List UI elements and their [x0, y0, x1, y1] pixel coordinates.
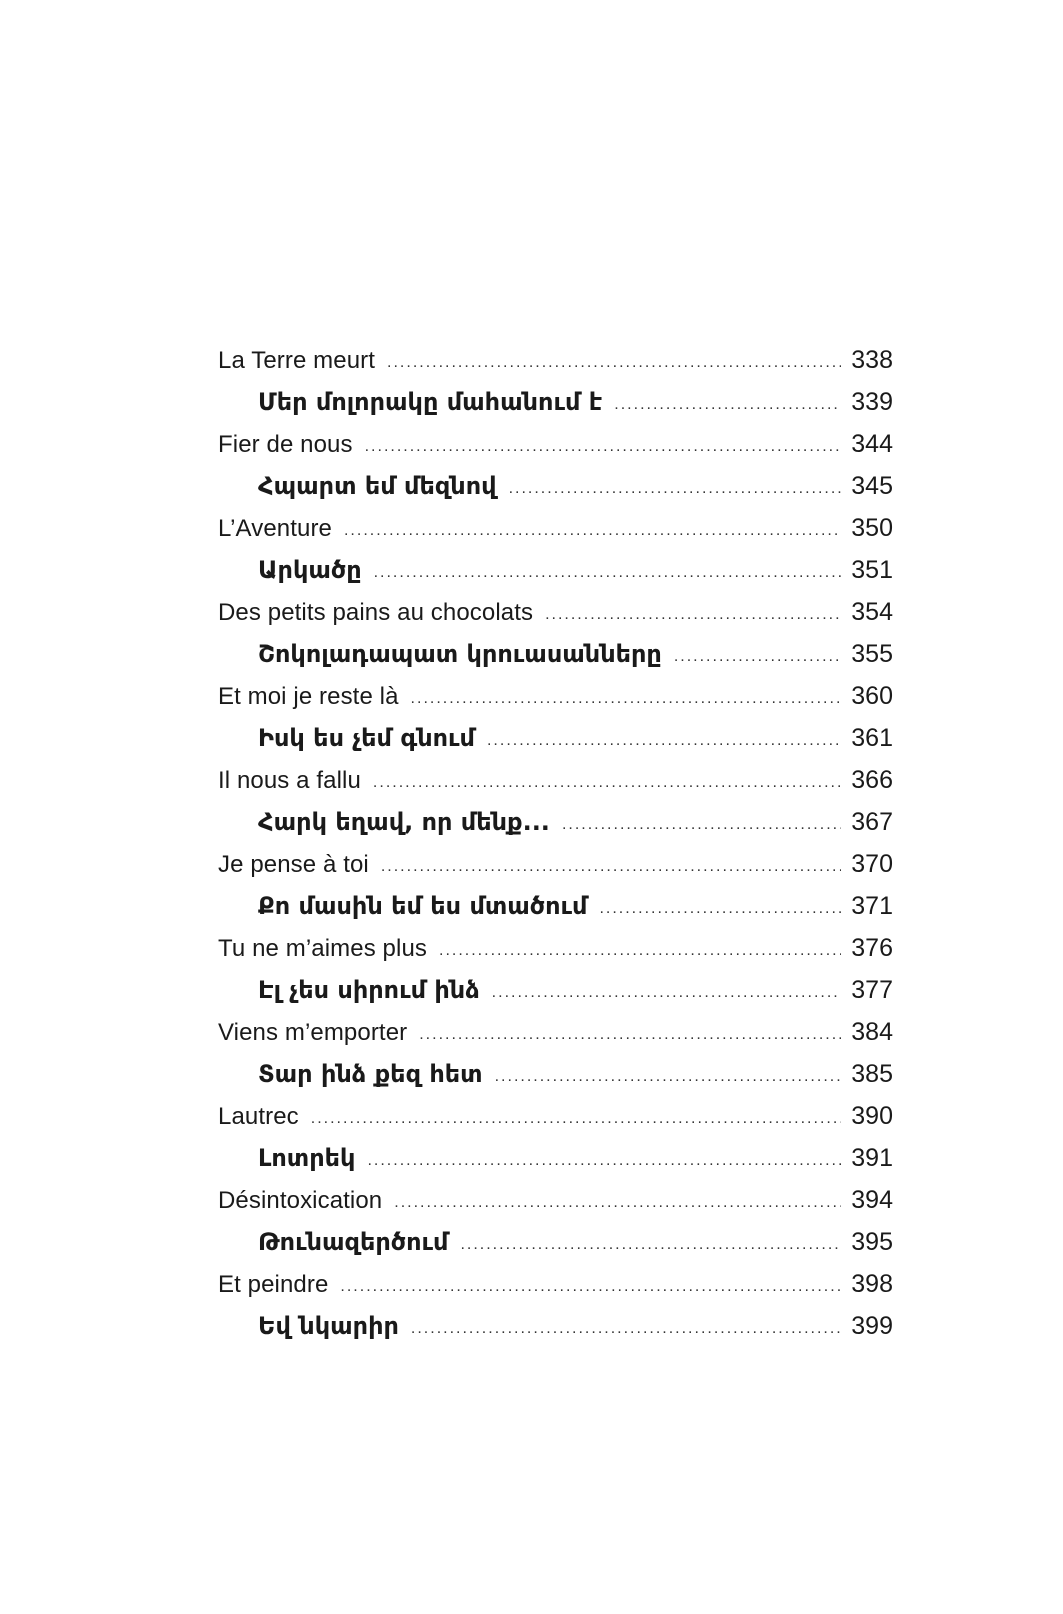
toc-entry: [218, 969, 893, 1011]
toc-entry-page: 344: [851, 430, 893, 458]
dot-leader: [340, 1266, 841, 1308]
toc-entry-title: Մեր մոլորակը մահանում է: [258, 388, 603, 416]
toc-entry-page: 338: [851, 346, 893, 374]
toc-entry-page: 370: [851, 850, 893, 878]
toc-entry: [218, 549, 893, 591]
dot-leader: [311, 1098, 841, 1140]
toc-entry-title: Հարկ եղավ, որ մենք...: [258, 808, 550, 836]
toc-entry-title: Et peindre: [218, 1271, 329, 1298]
toc-entry: [218, 927, 893, 969]
toc-entry: [218, 1179, 893, 1221]
toc-entry: [218, 591, 893, 633]
dot-leader: [614, 384, 841, 426]
toc-entry: [218, 1137, 893, 1179]
toc-entry-page: 361: [851, 724, 893, 752]
toc-entry-page: 354: [851, 598, 893, 626]
toc-entry-title: Տար ինձ քեզ հետ: [258, 1060, 483, 1088]
toc-entry-page: 390: [851, 1102, 893, 1130]
toc-entry-page: 360: [851, 682, 893, 710]
toc-entry-title: Lautrec: [218, 1103, 299, 1130]
toc-entry-title: Il nous a fallu: [218, 767, 361, 794]
toc-entry-page: 371: [851, 892, 893, 920]
toc-entry-page: 399: [851, 1312, 893, 1340]
toc-entry-page: 345: [851, 472, 893, 500]
toc-entry: [218, 1305, 893, 1347]
toc-entry-page: 385: [851, 1060, 893, 1088]
toc-entry-title: Լոտրեկ: [258, 1144, 356, 1172]
toc-entry-page: 395: [851, 1228, 893, 1256]
toc-entry-title: Et moi je reste là: [218, 683, 399, 710]
dot-leader: [419, 1014, 841, 1056]
dot-leader: [460, 1224, 841, 1266]
toc-entry-title: Tu ne m’aimes plus: [218, 935, 427, 962]
toc-entry-page: 377: [851, 976, 893, 1004]
toc-entry-title: Արկածը: [258, 556, 362, 584]
toc-entry: [218, 885, 893, 927]
toc-entry-page: 366: [851, 766, 893, 794]
dot-leader: [373, 762, 841, 804]
toc-entry-page: 394: [851, 1186, 893, 1214]
dot-leader: [674, 636, 841, 678]
toc-entry-page: 398: [851, 1270, 893, 1298]
toc-entry-title: Fier de nous: [218, 431, 353, 458]
toc-entry: [218, 507, 893, 549]
toc-entry-page: 376: [851, 934, 893, 962]
toc-entry-page: 339: [851, 388, 893, 416]
dot-leader: [509, 468, 841, 510]
toc-entry-title: La Terre meurt: [218, 347, 376, 374]
toc-entry-title: Թունազերծում: [258, 1228, 449, 1256]
dot-leader: [381, 846, 841, 888]
dot-leader: [439, 930, 841, 972]
toc-entry: [218, 1263, 893, 1305]
dot-leader: [545, 594, 841, 636]
toc-entry: [218, 633, 893, 675]
toc-entry-page: 351: [851, 556, 893, 584]
toc-entry-page: 355: [851, 640, 893, 668]
toc-entry: [218, 1221, 893, 1263]
dot-leader: [411, 1308, 841, 1350]
dot-leader: [387, 342, 841, 384]
toc-entry-title: Des petits pains au chocolats: [218, 599, 534, 626]
dot-leader: [492, 972, 841, 1014]
toc-entry: [218, 423, 893, 465]
toc-entry-page: 350: [851, 514, 893, 542]
toc-entry-title: Էլ չես սիրում ինձ: [258, 976, 480, 1004]
toc-entry: [218, 675, 893, 717]
dot-leader: [599, 888, 841, 930]
toc-entry-title: Je pense à toi: [218, 851, 369, 878]
toc-entry: [218, 1011, 893, 1053]
toc-entry-title: Իսկ ես չեմ գնում: [258, 724, 475, 752]
dot-leader: [487, 720, 841, 762]
toc-entry-title: Հպարտ եմ մեզնով: [258, 472, 497, 500]
toc-entry-title: L’Aventure: [218, 515, 332, 542]
toc-entry: [218, 759, 893, 801]
dot-leader: [374, 552, 841, 594]
toc-entry: [218, 801, 893, 843]
toc-entry-page: 391: [851, 1144, 893, 1172]
table-of-contents: [218, 339, 893, 1347]
toc-entry: [218, 465, 893, 507]
toc-entry: [218, 843, 893, 885]
toc-entry-page: 367: [851, 808, 893, 836]
dot-leader: [365, 426, 841, 468]
dot-leader: [411, 678, 841, 720]
toc-entry: [218, 1095, 893, 1137]
toc-entry-title: Շոկոլադապատ կրուասանները: [258, 640, 662, 668]
toc-entry-title: Désintoxication: [218, 1187, 383, 1214]
toc-entry: [218, 381, 893, 423]
toc-entry-title: Եվ նկարիր: [258, 1312, 399, 1340]
dot-leader: [367, 1140, 841, 1182]
dot-leader: [495, 1056, 841, 1098]
toc-entry: [218, 717, 893, 759]
dot-leader: [344, 510, 841, 552]
toc-entry-title: Viens m’emporter: [218, 1019, 408, 1046]
toc-entry-title: Քո մասին եմ ես մտածում: [258, 892, 588, 920]
toc-entry: [218, 339, 893, 381]
toc-entry-page: 384: [851, 1018, 893, 1046]
toc-entry: [218, 1053, 893, 1095]
dot-leader: [394, 1182, 841, 1224]
dot-leader: [562, 804, 841, 846]
